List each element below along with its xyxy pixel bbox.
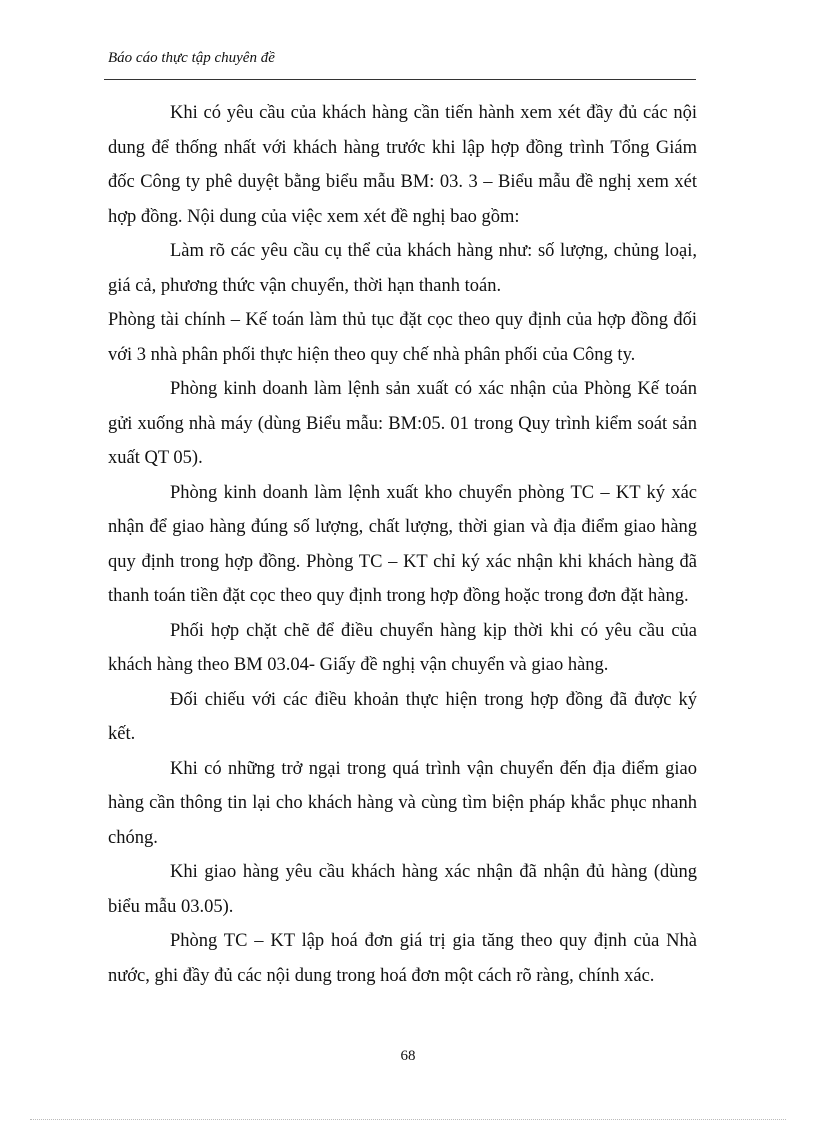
page-number: 68: [400, 1048, 416, 1064]
paragraph-contract-review: Khi có yêu cầu của khách hàng cần tiến hành xem xét đầy đủ các nội dung để thống nhất với khách hàng trước khi lập hợp đồng trình Tổng Giám đốc Công ty phê duyệt bằng biểu mẫu BM: 03. 3 – Biểu mẫu đề nghị xem xét hợp đồng. Nội dung của việc xem xét đề nghị bao gồm:: [108, 103, 697, 227]
bottom-dotted-rule: [30, 1119, 786, 1120]
paragraph-vat-invoice: Phòng TC – KT lập hoá đơn giá trị gia tăng theo quy định của Nhà nước, ghi đầy đủ các nội dung trong hoá đơn một cách rõ ràng, chính xác.: [108, 931, 697, 986]
paragraph-coordinate-transfer: Phối hợp chặt chẽ để điều chuyển hàng kịp thời khi có yêu cầu của khách hàng theo BM 03.04- Giấy đề nghị vận chuyển và giao hàng.: [108, 620, 697, 675]
paragraph-clarify-requirements: Làm rõ các yêu cầu cụ thể của khách hàng như: số lượng, chủng loại, giá cả, phương thức vận chuyển, thời hạn thanh toán.: [108, 241, 697, 296]
paragraph-delivery-confirmation: Khi giao hàng yêu cầu khách hàng xác nhận đã nhận đủ hàng (dùng biểu mẫu 03.05).: [108, 862, 697, 917]
paragraph-warehouse-order: Phòng kinh doanh làm lệnh xuất kho chuyển phòng TC – KT ký xác nhận để giao hàng đúng số lượng, chất lượng, thời gian và địa điểm giao hàng quy định trong hợp đồng. Phòng TC – KT chỉ ký xác nhận khi khách hàng đã thanh toán tiền đặt cọc theo quy định trong hợp đồng hoặc trong đơn đặt hàng.: [108, 482, 697, 606]
header-rule: [104, 79, 696, 80]
page-header-title: Báo cáo thực tập chuyên đề: [108, 50, 275, 66]
paragraph-contract-terms: Đối chiếu với các điều khoản thực hiện trong hợp đồng đã được ký kết.: [108, 689, 697, 744]
paragraph-finance-deposit: Phòng tài chính – Kế toán làm thủ tục đặt cọc theo quy định của hợp đồng đối với 3 nhà phân phối thực hiện theo quy chế nhà phân phối của Công ty.: [108, 310, 697, 365]
paragraph-production-order: Phòng kinh doanh làm lệnh sản xuất có xác nhận của Phòng Kế toán gửi xuống nhà máy (dùng Biểu mẫu: BM:05. 01 trong Quy trình kiểm soát sản xuất QT 05).: [108, 379, 697, 468]
paragraph-transport-obstacles: Khi có những trở ngại trong quá trình vận chuyển đến địa điểm giao hàng cần thông tin lại cho khách hàng và cùng tìm biện pháp khắc phục nhanh chóng.: [108, 758, 697, 848]
document-body: [108, 96, 697, 993]
